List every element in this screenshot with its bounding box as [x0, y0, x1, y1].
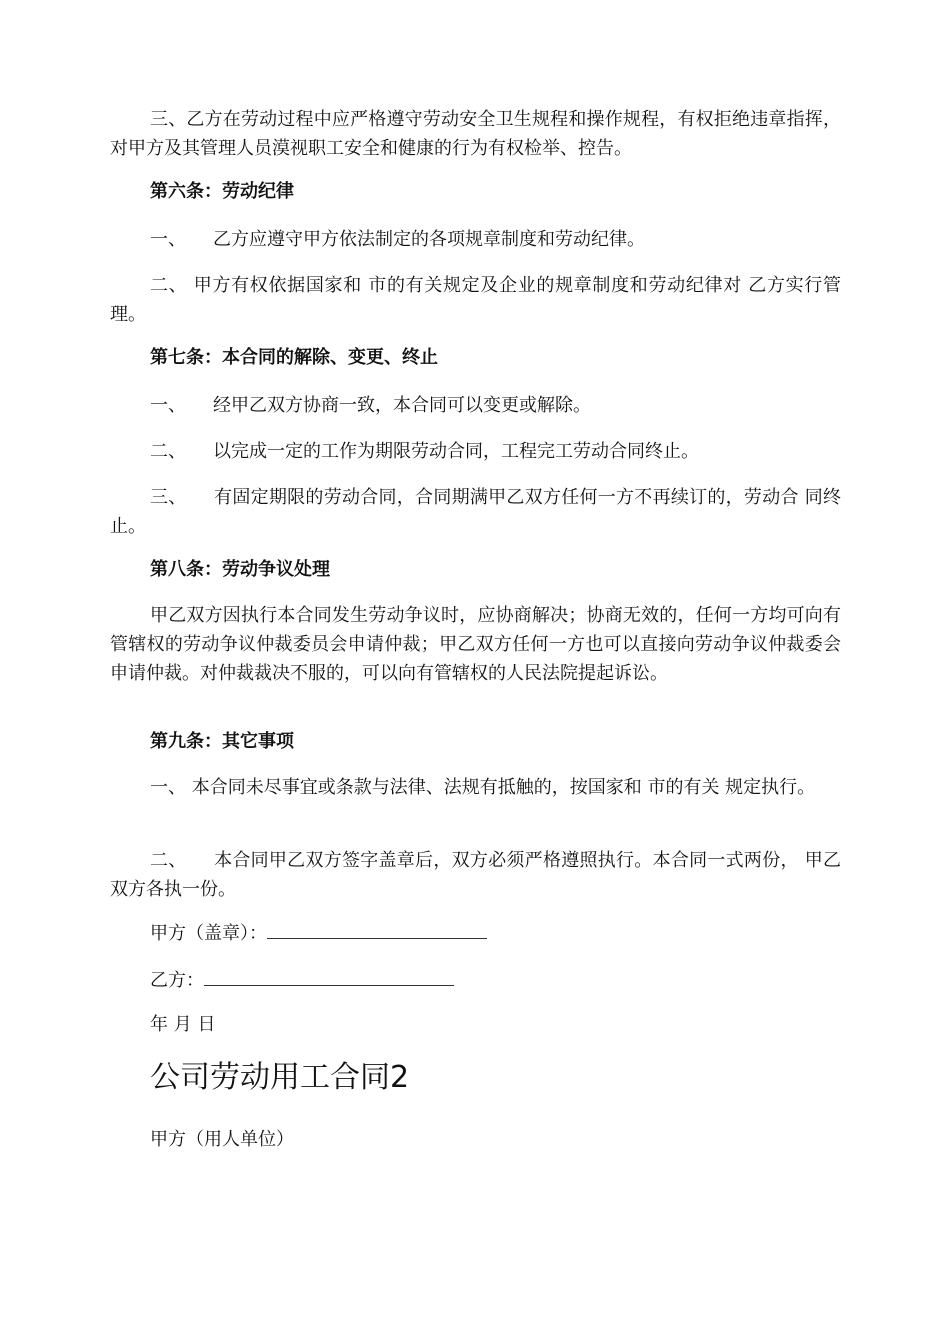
contract2-party-a: 甲方（用人单位） — [150, 1129, 294, 1150]
article7-item1: 一、 经甲乙双方协商一致，本合同可以变更或解除。 — [150, 395, 591, 416]
article9-item2: 二、 本合同甲乙双方签字盖章后，双方必须严格遵照执行。本合同一式两份， 甲乙双方各执一份。 — [110, 850, 841, 900]
article6-heading: 第六条：劳动纪律 — [150, 181, 294, 202]
article6-item2: 二、 甲方有权依据国家和 市的有关规定及企业的规章制度和劳动纪律对 乙方实行管理。 — [110, 275, 841, 325]
party-b-signature — [150, 967, 454, 993]
article9-item1: 一、 本合同未尽事宜或条款与法律、法规有抵触的，按国家和 市的有关 规定执行。 — [150, 777, 816, 798]
article8-heading: 第八条：劳动争议处理 — [150, 559, 330, 580]
article6-item1: 一、 乙方应遵守甲方依法制定的各项规章制度和劳动纪律。 — [150, 229, 645, 250]
party-a-label: 甲方（盖章）： — [150, 923, 267, 944]
article9-heading: 第九条：其它事项 — [150, 731, 294, 752]
party-a-signature — [150, 920, 487, 946]
article7-heading: 第七条：本合同的解除、变更、终止 — [150, 347, 438, 368]
article7-item3: 三、 有固定期限的劳动合同，合同期满甲乙双方任何一方不再续订的，劳动合 同终止。 — [110, 487, 841, 537]
article7-item2: 二、 以完成一定的工作为期限劳动合同，工程完工劳动合同终止。 — [150, 441, 699, 462]
article8-body: 甲乙双方因执行本合同发生劳动争议时，应协商解决；协商无效的，任何一方均可向有管辖权的劳动争议仲裁委员会申请仲裁；甲乙双方任何一方也可以直接向劳动争议仲裁委会申请仲裁。对仲裁裁决不服的，可以向有管辖权的人民法院提起诉讼。 — [110, 605, 841, 684]
article5-item3: 三、乙方在劳动过程中应严格遵守劳动安全卫生规程和操作规程，有权拒绝违章指挥，对甲方及其管理人员漠视职工安全和健康的行为有权检举、控告。 — [110, 109, 841, 159]
party-b-label: 乙方： — [150, 970, 204, 991]
date-line: 年 月 日 — [150, 1014, 216, 1035]
party-a-signature-line — [267, 920, 487, 939]
party-b-signature-line — [204, 967, 454, 986]
contract2-title: 公司劳动用工合同2 — [150, 1060, 410, 1095]
